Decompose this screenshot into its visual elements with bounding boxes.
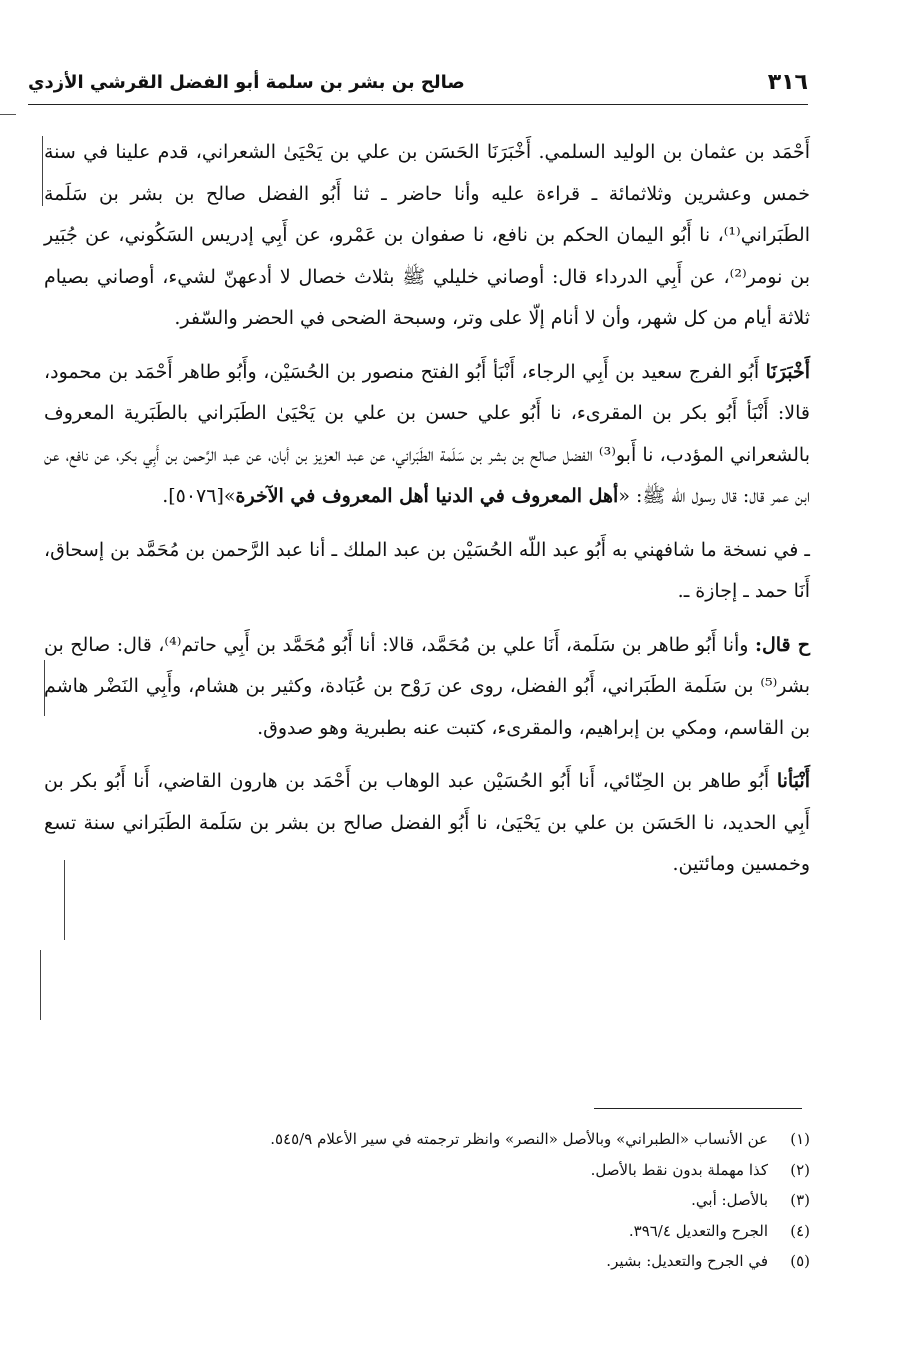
footnote-text: الجرح والتعديل ٣٩٦/٤. [628,1221,768,1240]
footnote-item [150,1155,810,1186]
scan-margin-line [40,950,41,1020]
footnote-number: (٣) [790,1191,810,1209]
footnote-text: بالأصل: أبي. [691,1191,768,1209]
paragraph-5 [44,761,810,886]
footnote-item [150,1246,810,1277]
main-text [44,132,810,898]
paragraph-4 [44,625,810,750]
running-title: صالح بن بشر بن سلمة أبو الفضل القرشي الأزدي [28,72,465,93]
paragraph-2 [44,352,810,518]
paragraph-5-lead: أَنْبَأنا [776,770,810,792]
header-rule [28,104,808,105]
paragraph-1: أَحْمَد بن عثمان بن الوليد السلمي. أَخْبَرَنَا الحَسَن بن علي بن يَحْيَىٰ الشعراني، قدم علينا في سنة خمس وعشرين وثلاثمائة ـ قراءة عليه وأنا حاضر ـ ثنا أَبُو الفضل صالح بن بشر بن سَلَمة الطَبَراني⁽¹⁾، نا أَبُو اليمان الحكم بن نافع، نا صفوان بن عَمْرو، عن أَبِي إدريس السَكُوني، عن جُبَير بن نومر⁽²⁾، عن أَبِي الدرداء قال: أوصاني خليلي ﷺ بثلاث خصال لا أدعهنّ لشيء، أوصاني بصيام ثلاثة أيام من كل شهر، وأن لا أنام إلّا على وتر، وسبحة الضحى في الحضر والسّفر. [44,141,810,329]
footnote-number: (١) [790,1130,810,1148]
scan-margin-line [42,136,43,206]
margin-mark [0,114,16,115]
paragraph-4-lead: ح قال: [754,633,810,656]
footnotes [150,1124,810,1277]
page-number: ٣١٦ [767,70,808,95]
footnote-item [150,1124,810,1155]
footnote-item [150,1216,810,1247]
footnote-text: عن الأنساب «الطبراني» وبالأصل «النصر» وانظر ترجمته في سير الأعلام ٥٤٥/٩. [270,1130,768,1148]
paragraph-2-lead: أَخْبَرَنَا [765,360,810,383]
footnote-text: في الجرح والتعديل: بشير. [606,1252,768,1270]
footnote-number: (٢) [790,1160,810,1179]
paragraph-2-text-b: »[٥٠٧٦]. [162,485,236,507]
paragraph-2-text-a: أَبُو الفرج سعيد بن أَبِي الرجاء، أَنْبَأ أَبُو الفتح منصور بن الحُسَيْن، وأَبُو طاهر أَحْمَد بن محمود، قالا: أَنْبَأ أَبُو بكر بن المقرىء، نا أَبُو علي حسن بن علي بن يَحْيَىٰ الطَبَراني بالطَبَرية المعروف بالشعراني المؤدب، نا أَبو⁽³⁾ الفضل صالح بن بشر بن سَلَمة الطَبَراني، عن عبد العزيز بن أبان، عن عبد الرَّحمن بن أَبِي بكر، عن نافع، عن ابن عمر قال: قال رسول الله ﷺ: « [44,360,810,507]
footnote-item [150,1185,810,1216]
footnote-number: (٤) [790,1221,810,1240]
paragraph-4-text: وأنا أَبُو طاهر بن سَلَمة، أَنَا علي بن مُحَمَّد، قالا: أنا أَبُو مُحَمَّد بن أَبِي حاتم⁽⁴⁾، قال: صالح بن بشر⁽⁵⁾ بن سَلَمة الطَبَراني، أَبُو الفضل، روى عن رَوْح بن عُبَادة، وكثير بن هشام، وأَبِي النَضْر هاشم بن القاسم، ومكي بن إبراهيم، والمقرىء، كتبت عنه بطبرية وهو صدوق. [44,633,810,739]
footnote-number: (٥) [790,1252,810,1270]
paragraph-5-text: أَبُو طاهر بن الحِنّائي، أَنا أَبُو الحُسَيْن عبد الوهاب بن أَحْمَد بن هارون القاضي، أَنا أَبُو بكر بن أَبِي الحديد، نا الحَسَن بن علي بن يَحْيَىٰ، نا أَبُو الفضل صالح بن بشر بن سَلَمة الطَبَراني سنة تسع وخمسين ومائتين. [44,770,810,875]
page-header [28,68,808,102]
scan-margin-line [64,860,65,940]
footnote-text: كذا مهملة بدون نقط بالأصل. [590,1160,768,1179]
hadith-quote: أهل المعروف في الدنيا أهل المعروف في الآخرة [235,485,619,507]
paragraph-3: ـ في نسخة ما شافهني به أَبُو عبد اللّه الحُسَيْن بن عبد الملك ـ أنا عبد الرَّحمن بن مُحَمَّد بن إسحاق، أَنَا حمد ـ إجازة ـ. [44,538,810,602]
scan-margin-line [44,660,45,716]
footnote-rule [594,1108,802,1109]
